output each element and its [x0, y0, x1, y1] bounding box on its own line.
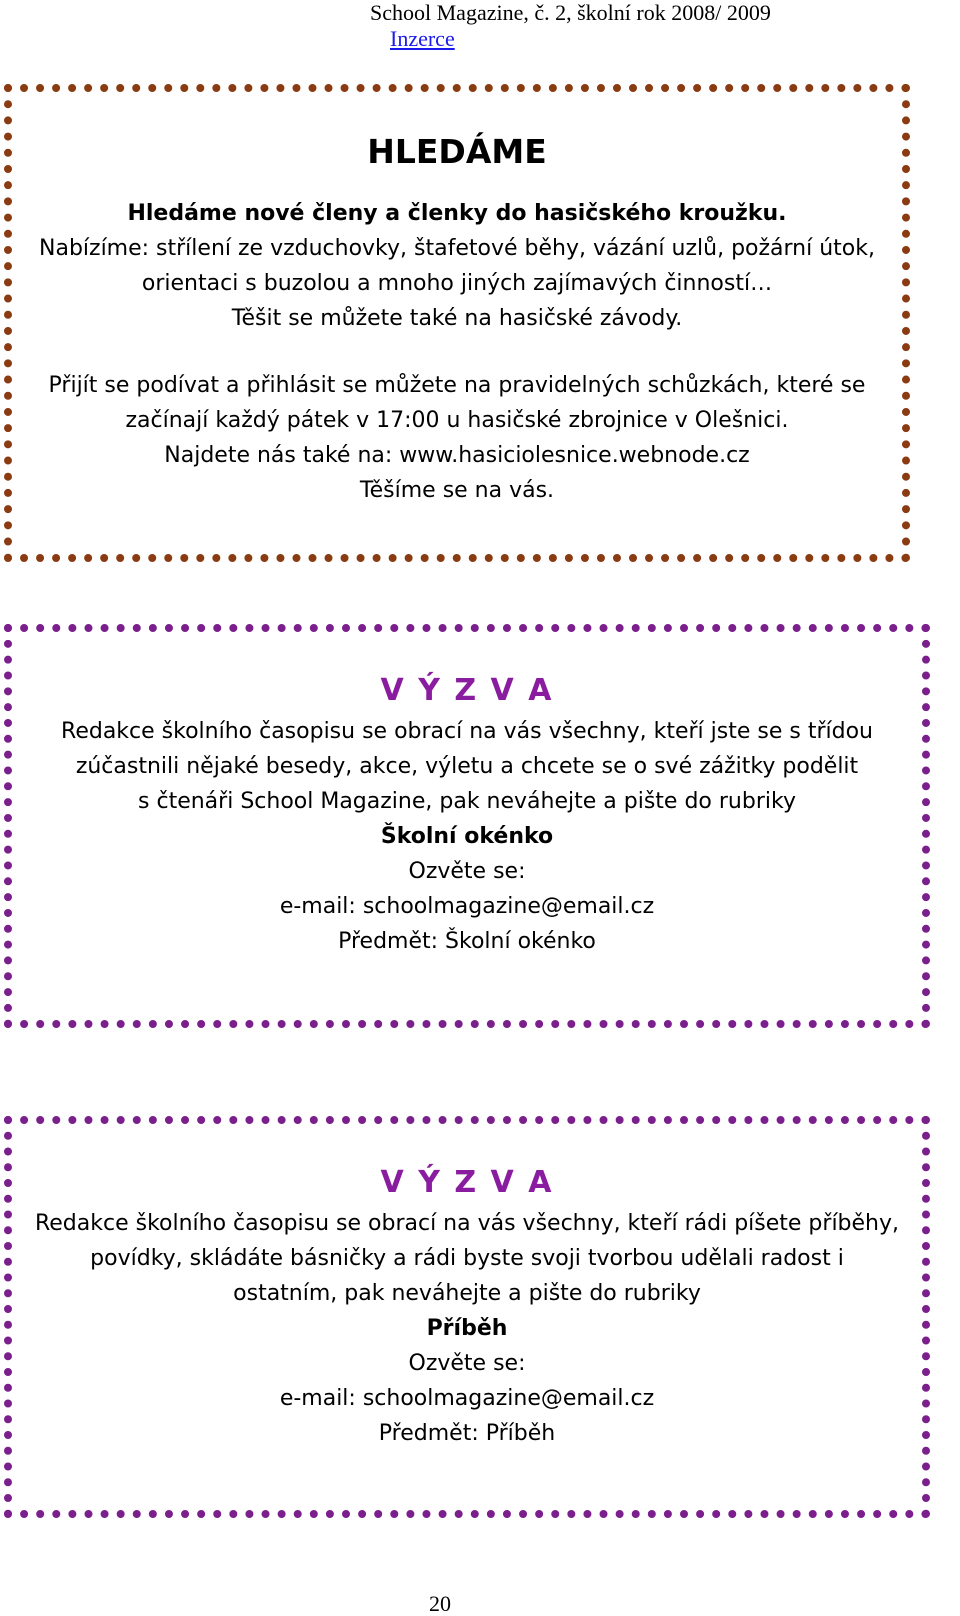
vyzva-contact-label: Ozvěte se:	[408, 859, 526, 884]
page-number: 20	[429, 1591, 451, 1616]
ad-headline: Hledáme nové členy a členky do hasičského kroužku.	[127, 201, 787, 226]
magazine-title: School Magazine, č. 2, školní rok 2008/ 2009	[370, 0, 771, 25]
ad-line: začínají každý pátek v 17:00 u hasičské zbrojnice v Olešnici.	[125, 408, 789, 433]
ad-line: Přijít se podívat a přihlásit se můžete na pravidelných schůzkách, které se	[48, 373, 866, 398]
vyzva-subject: Předmět: Školní okénko	[338, 929, 596, 954]
ad-line: orientaci s buzolou a mnoho jiných zajímavých činností…	[141, 271, 773, 296]
vyzva-line: Redakce školního časopisu se obrací na vás všechny, kteří jste se s třídou	[61, 719, 873, 744]
ad-website: Najdete nás také na: www.hasiciolesnice.webnode.cz	[164, 443, 750, 468]
vyzva-line: povídky, skládáte básničky a rádi byste svoji tvorbou udělali radost i	[90, 1246, 844, 1271]
vyzva-contact-label: Ozvěte se:	[408, 1351, 526, 1376]
ad-line: Nabízíme: střílení ze vzduchovky, štafetové běhy, vázání uzlů, požární útok,	[39, 236, 875, 261]
section-link-inzerce[interactable]: Inzerce	[390, 26, 455, 51]
ad-hledame-box	[4, 84, 910, 562]
ad-line: Těšit se můžete také na hasičské závody.	[231, 306, 683, 331]
page-header	[370, 0, 830, 52]
vyzva-line: ostatním, pak neváhejte a pište do rubriky	[233, 1281, 701, 1306]
ad-line: Těšíme se na vás.	[359, 478, 555, 503]
vyzva-skolni-okenko-box	[4, 624, 930, 1028]
vyzva-rubric: Školní okénko	[380, 824, 554, 849]
vyzva-email: e-mail: schoolmagazine@email.cz	[279, 894, 655, 919]
vyzva-line: s čtenáři School Magazine, pak neváhejte a pište do rubriky	[138, 789, 796, 814]
vyzva-email: e-mail: schoolmagazine@email.cz	[279, 1386, 655, 1411]
vyzva-line: Redakce školního časopisu se obrací na vás všechny, kteří rádi píšete příběhy,	[34, 1211, 900, 1236]
ad-title: HLEDÁME	[367, 132, 547, 171]
vyzva-pribeh-box	[4, 1116, 930, 1518]
vyzva-subject: Předmět: Příběh	[378, 1421, 556, 1446]
vyzva-rubric: Příběh	[426, 1316, 508, 1341]
vyzva-title: V Ý Z V A	[380, 673, 554, 708]
vyzva-title: V Ý Z V A	[380, 1165, 554, 1200]
vyzva-line: zúčastnili nějaké besedy, akce, výletu a chcete se o své zážitky podělit	[75, 754, 859, 779]
